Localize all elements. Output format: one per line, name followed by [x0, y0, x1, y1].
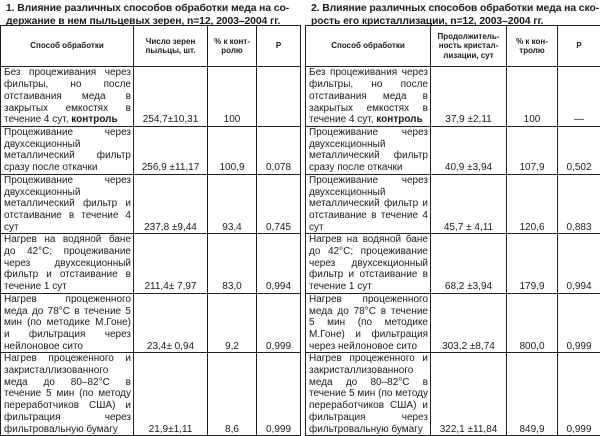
percent-cell: 849,9: [507, 353, 558, 436]
percent-cell: 83,0: [208, 234, 257, 294]
p-cell: 0,999: [558, 293, 600, 353]
table-2-title-line-2: рость его кристаллизации, n=12, 2003–2004 гг.: [311, 16, 600, 29]
p-cell: 0,994: [558, 234, 600, 294]
method-cell: Нагрев процеженного меда до 78°С в течение 5 мин (по методике М.Гоне) и фильтрация через нейлоновое сито: [306, 293, 431, 353]
method-cell: Нагрев на водяной бане до 42°С; процеживание через двухсекционный фильтр и отстаивание в течение 1 сут: [306, 234, 431, 294]
value-cell: 21,9±1,11: [134, 353, 208, 436]
p-cell: 0,883: [558, 174, 600, 234]
table-2-panel: [305, 0, 600, 436]
percent-cell: 100,9: [208, 127, 257, 175]
value-cell: 303,2 ±8,74: [431, 293, 507, 353]
method-cell: Нагрев на водяной бане до 42°С; процеживание через двухсекционный фильтр и отстаивание в течение 1 сут: [1, 234, 134, 294]
percent-cell: 107,9: [507, 127, 558, 175]
p-cell: 0,999: [558, 353, 600, 436]
table-1-title-line-2: держание в нем пыльцевых зерен, n=12, 2003–2004 гг.: [6, 16, 300, 29]
value-cell: 37,9 ±2,11: [431, 67, 507, 127]
percent-cell: 8,6: [208, 353, 257, 436]
header-p: Р: [558, 26, 600, 67]
table-row: [1, 293, 301, 353]
value-cell: 237,8 ±9,44: [134, 174, 208, 234]
table-1-title-line-1: 1. Влияние различных способов обработки меда на со-: [6, 3, 300, 16]
value-cell: 40,9 ±3,94: [431, 127, 507, 175]
method-cell: [1, 67, 134, 127]
table-row: [306, 353, 600, 436]
p-cell: 0,999: [257, 353, 301, 436]
table-row: [1, 353, 301, 436]
table-1: [0, 25, 301, 436]
table-2-title-line-1: 2. Влияние различных способов обработки меда на ско-: [311, 3, 600, 16]
header-method: Способ обработки: [306, 26, 431, 67]
method-cell: Процеживание через двухсекционный металлический фильтр и отстаивание в течение 4 сут: [306, 174, 431, 234]
percent-cell: 100: [208, 67, 257, 127]
percent-cell: 100: [507, 67, 558, 127]
method-text: Без процеживания через фильтры, но после отстаивания меда в закрытых емкостях в течение 4 сут,: [309, 67, 428, 125]
table-row: [306, 293, 600, 353]
header-p: Р: [257, 26, 301, 67]
method-cell: Процеживание через двухсекционный металлический фильтр сразу после откачки: [1, 127, 134, 175]
p-cell: 0,078: [257, 127, 301, 175]
p-cell: 0,994: [257, 234, 301, 294]
header-method: Способ обработки: [1, 26, 134, 67]
method-cell: Нагрев процеженного меда до 78°С в течение 5 мин (по методике М.Гоне) и фильтрация через нейлоновое сито: [1, 293, 134, 353]
table-row: [1, 234, 301, 294]
header-percent-control: % к конт- ролю: [208, 26, 257, 67]
value-cell: 254,7±10,31: [134, 67, 208, 127]
percent-cell: 120,6: [507, 174, 558, 234]
table-row: [306, 174, 600, 234]
value-cell: 68,2 ±3,94: [431, 234, 507, 294]
percent-cell: 800,0: [507, 293, 558, 353]
method-cell: Процеживание через двухсекционный металлический фильтр сразу после откачки: [306, 127, 431, 175]
table-row: [306, 127, 600, 175]
p-cell: 0,745: [257, 174, 301, 234]
method-text: Без процеживания через фильтры, но после отстаивания меда в закрытых емкостях в течение 4 сут,: [4, 67, 131, 125]
method-cell: Процеживание через двухсекционный металлический фильтр и отстаивание в течение 4 сут: [1, 174, 134, 234]
percent-cell: 179,9: [507, 234, 558, 294]
table-row: [1, 67, 301, 127]
table-1-title: [0, 0, 300, 25]
percent-cell: 93,4: [208, 174, 257, 234]
value-cell: 211,4± 7,97: [134, 234, 208, 294]
table-2-title: [305, 0, 600, 25]
table-row: [306, 234, 600, 294]
method-cell: Нагрев процеженного и закристаллизованного меда до 80–82°С в течение 5 мин (по методу переработчиков США) и фильтрация через фильтровальную бумагу: [1, 353, 134, 436]
p-cell: —: [558, 67, 600, 127]
p-cell: 0,502: [558, 127, 600, 175]
table-row: [306, 67, 600, 127]
method-cell: [306, 67, 431, 127]
table-2-header-row: [306, 26, 600, 67]
value-cell: 23,4± 0,94: [134, 293, 208, 353]
p-cell: 0,999: [257, 293, 301, 353]
percent-cell: 9,2: [208, 293, 257, 353]
table-row: [1, 127, 301, 175]
control-label: контроль: [71, 114, 117, 125]
p-cell: [257, 67, 301, 127]
control-label: контроль: [376, 114, 422, 125]
table-1-header-row: [1, 26, 301, 67]
value-cell: 322,1 ±11,84: [431, 353, 507, 436]
table-2: [305, 25, 600, 436]
value-cell: 256,9 ±11,17: [134, 127, 208, 175]
header-crystallization-duration: Продолжитель- ность кристал- лизации, сут: [431, 26, 507, 67]
table-row: [1, 174, 301, 234]
header-percent-control: % к кон- тролю: [507, 26, 558, 67]
method-cell: Нагрев процеженного и закристаллизованного меда до 80–82°С в течение 5 мин (по методу переработчиков США) и фильтрация через фильтровальную бумагу: [306, 353, 431, 436]
header-pollen-count: Число зерен пыльцы, шт.: [134, 26, 208, 67]
value-cell: 45,7 ± 4,11: [431, 174, 507, 234]
